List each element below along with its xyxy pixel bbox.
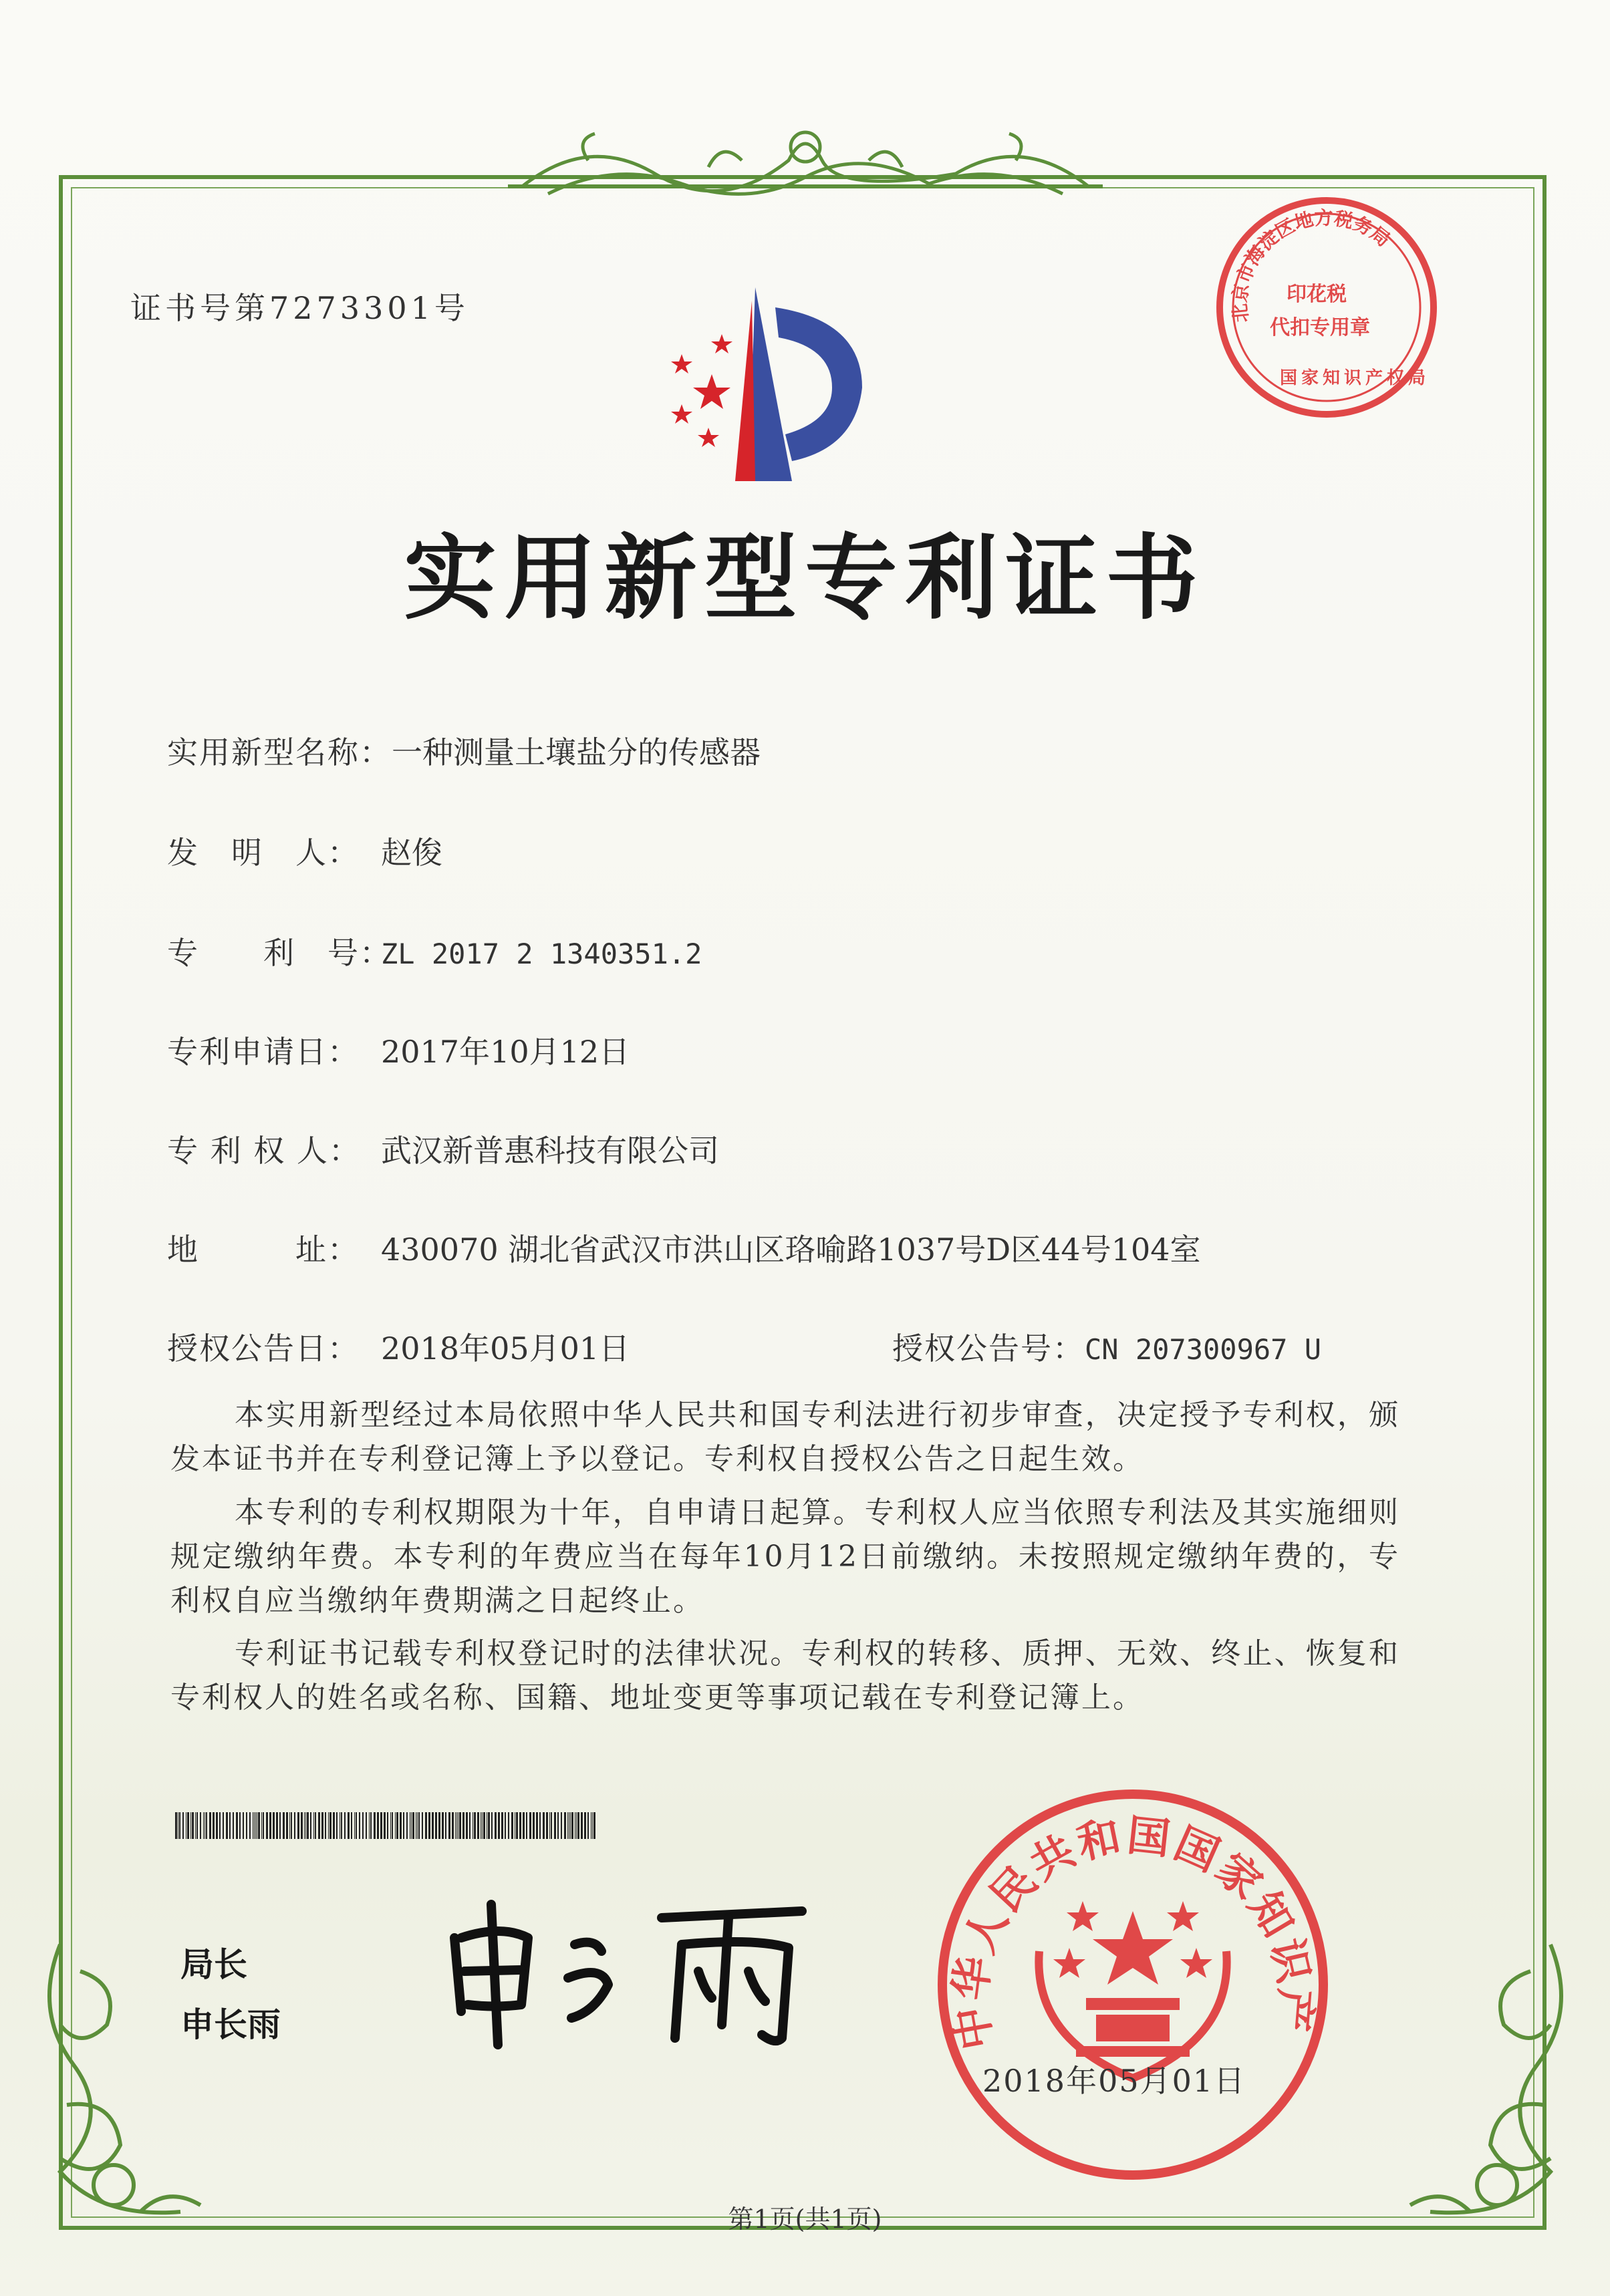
page-number: 第1页(共1页) (728, 2204, 882, 2234)
barcode-bar (255, 1812, 256, 1839)
barcode-bar (505, 1812, 506, 1839)
barcode-bar (291, 1812, 292, 1839)
barcode-bar (474, 1812, 476, 1839)
barcode-bar (577, 1812, 579, 1839)
barcode-bar (411, 1812, 412, 1839)
field-label: 授权公告号： (892, 1330, 1085, 1367)
tax-stamp-line1: 印花税 (1287, 283, 1347, 306)
signatory-name: 申长雨 (180, 2005, 281, 2044)
paragraph-2: 本专利的专利权期限为十年，自申请日起算。专利权人应当依照专利法及其实施细则规定缴纳年费。本专利的年费应当在每年10月12日前缴纳。未按照规定缴纳年费的，专利权自应当缴纳年费期满之日起终止。 (170, 1495, 1400, 1618)
paragraph-1: 本实用新型经过本局依照中华人民共和国专利法进行初步审查，决定授予专利权，颁发本证书并在专利登记簿上予以登记。专利权自授权公告之日起生效。 (170, 1398, 1400, 1476)
barcode-bar (354, 1812, 355, 1839)
barcode-bar (428, 1812, 430, 1839)
barcode-bar (400, 1812, 402, 1839)
field-patent-number (167, 929, 702, 973)
barcode-bar (452, 1812, 454, 1839)
field-label: 授权公告日： (167, 1330, 360, 1367)
official-seal-ring-text: 中华人民共和国国家知识产 (944, 1810, 1321, 2054)
barcode-bar (570, 1812, 571, 1839)
barcode-bar (396, 1812, 398, 1839)
barcode-bar (374, 1812, 376, 1839)
barcode-bar (529, 1812, 531, 1839)
barcode-bar (390, 1812, 391, 1839)
barcode-bar (336, 1812, 338, 1839)
barcode-bar (246, 1812, 247, 1839)
barcode-bar (523, 1812, 525, 1839)
barcode-bar (273, 1812, 275, 1839)
barcode-bar (269, 1812, 271, 1839)
barcode-bar (417, 1812, 418, 1839)
barcode-bar (329, 1812, 331, 1839)
barcode-bar (543, 1812, 545, 1839)
barcode-bar (511, 1812, 513, 1839)
field-value: 2018年05月01日 (381, 1330, 630, 1367)
top-ornament (508, 120, 1103, 207)
barcode-bar (203, 1812, 204, 1839)
barcode-bar (581, 1812, 583, 1839)
field-label: 专 利 权 人： (167, 1133, 361, 1169)
barcode-bar (557, 1812, 559, 1839)
barcode-bar (516, 1812, 518, 1839)
barcode-bar (584, 1812, 586, 1839)
barcode-bar (283, 1812, 285, 1839)
barcode-bar (438, 1812, 440, 1839)
barcode-bar (276, 1812, 278, 1839)
barcode-bar (195, 1812, 196, 1839)
barcode-bar (229, 1812, 231, 1839)
barcode (175, 1812, 596, 1839)
barcode-bar (432, 1812, 434, 1839)
barcode-bar (196, 1812, 198, 1839)
barcode-bar (445, 1812, 446, 1839)
tax-stamp-line2: 代扣专用章 (1270, 316, 1370, 339)
field-label: 发 明 人： (167, 835, 360, 871)
barcode-bar (294, 1812, 295, 1839)
barcode-bar (209, 1812, 211, 1839)
barcode-bar (333, 1812, 335, 1839)
page-title: 实用新型专利证书 (404, 523, 1206, 632)
official-seal (932, 1784, 1333, 2185)
cnipa-logo (642, 281, 896, 488)
barcode-bar (286, 1812, 288, 1839)
barcode-bar (491, 1812, 493, 1839)
field-label: 专 利 号： (167, 935, 392, 971)
barcode-bar (483, 1812, 485, 1839)
barcode-bar (508, 1812, 509, 1839)
tax-stamp (1213, 194, 1440, 421)
barcode-bar (455, 1812, 456, 1839)
barcode-bar (233, 1812, 234, 1839)
barcode-bar (536, 1812, 538, 1839)
barcode-bar (310, 1812, 311, 1839)
paragraph-3: 专利证书记载专利权登记时的法律状况。专利权的转移、质押、无效、终止、恢复和专利权人的姓名或名称、国籍、地址变更等事项记载在专利登记簿上。 (170, 1636, 1400, 1715)
barcode-bar (279, 1812, 281, 1839)
barcode-bar (190, 1812, 191, 1839)
barcode-bar (315, 1812, 316, 1839)
barcode-bar (456, 1812, 457, 1839)
barcode-bar (213, 1812, 215, 1839)
barcode-bar (187, 1812, 189, 1839)
barcode-bar (593, 1812, 595, 1839)
barcode-bar (182, 1812, 184, 1839)
barcode-bar (258, 1812, 260, 1839)
field-value: CN 207300967 U (1085, 1333, 1322, 1366)
barcode-bar (539, 1812, 541, 1839)
barcode-bar (226, 1812, 228, 1839)
barcode-bar (495, 1812, 497, 1839)
barcode-bar (395, 1812, 396, 1839)
barcode-bar (366, 1812, 367, 1839)
barcode-bar (344, 1812, 346, 1839)
barcode-bar (412, 1812, 414, 1839)
field-grant-date (167, 1324, 630, 1369)
barcode-bar (462, 1812, 464, 1839)
field-value: 430070 湖北省武汉市洪山区珞喻路1037号D区44号104室 (381, 1232, 1201, 1268)
field-value: 武汉新普惠科技有限公司 (381, 1133, 719, 1169)
barcode-bar (526, 1812, 527, 1839)
barcode-bar (254, 1812, 255, 1839)
barcode-bar (549, 1812, 550, 1839)
barcode-bar (359, 1812, 360, 1839)
barcode-bar (370, 1812, 372, 1839)
barcode-bar (305, 1812, 306, 1839)
barcode-bar (216, 1812, 218, 1839)
field-value: 赵俊 (381, 835, 442, 871)
barcode-bar (289, 1812, 290, 1839)
barcode-bar (321, 1812, 323, 1839)
barcode-bar (307, 1812, 309, 1839)
barcode-bar (418, 1812, 420, 1839)
barcode-bar (351, 1812, 352, 1839)
field-application-date (167, 1028, 630, 1072)
barcode-bar (263, 1812, 264, 1839)
barcode-bar (533, 1812, 535, 1839)
field-value: ZL 2017 2 1340351.2 (381, 938, 702, 970)
barcode-bar (551, 1812, 552, 1839)
barcode-bar (554, 1812, 556, 1839)
barcode-bar (243, 1812, 244, 1839)
signatory-role: 局长 (180, 1945, 247, 1984)
barcode-bar (313, 1812, 314, 1839)
certificate-number: 证书号第7273301号 (130, 290, 469, 326)
barcode-bar (488, 1812, 490, 1839)
barcode-bar (466, 1812, 468, 1839)
barcode-bar (564, 1812, 566, 1839)
barcode-bar (519, 1812, 521, 1839)
barcode-bar (192, 1812, 194, 1839)
barcode-bar (328, 1812, 329, 1839)
barcode-bar (200, 1812, 201, 1839)
handwritten-signature (441, 1891, 815, 2051)
field-value: 2017年10月12日 (381, 1034, 630, 1070)
tax-stamp-bottom: 国家知识产权局 (1280, 368, 1430, 388)
barcode-bar (501, 1812, 503, 1839)
barcode-bar (392, 1812, 393, 1839)
barcode-bar (403, 1812, 404, 1839)
barcode-bar (179, 1812, 180, 1839)
barcode-bar (571, 1812, 573, 1839)
official-seal-graphic (932, 1784, 1333, 2185)
barcode-bar (239, 1812, 241, 1839)
barcode-bar (406, 1812, 408, 1839)
barcode-bar (304, 1812, 305, 1839)
barcode-bar (435, 1812, 437, 1839)
barcode-bar (567, 1812, 568, 1839)
barcode-bar (387, 1812, 388, 1839)
barcode-bar (587, 1812, 589, 1839)
barcode-bar (498, 1812, 500, 1839)
barcode-bar (380, 1812, 382, 1839)
field-patentee (167, 1127, 719, 1171)
barcode-bar (459, 1812, 461, 1839)
barcode-bar (206, 1812, 207, 1839)
field-inventor (167, 829, 442, 873)
barcode-bar (266, 1812, 268, 1839)
seal-date: 2018年05月01日 (982, 2063, 1246, 2099)
field-grant-number (892, 1324, 1321, 1369)
barcode-bar (482, 1812, 483, 1839)
barcode-bar (318, 1812, 320, 1839)
barcode-bar (576, 1812, 577, 1839)
field-label: 专利申请日： (167, 1034, 360, 1070)
barcode-bar (384, 1812, 386, 1839)
barcode-bar (422, 1812, 423, 1839)
svg-text:中华人民共和国国家知识产权局 (932, 1784, 1321, 2053)
barcode-bar (546, 1812, 548, 1839)
barcode-bar (236, 1812, 238, 1839)
field-value: 一种测量土壤盐分的传感器 (392, 734, 761, 770)
barcode-bar (377, 1812, 379, 1839)
barcode-bar (561, 1812, 562, 1839)
barcode-bar (325, 1812, 326, 1839)
tax-stamp-ring-text: 北京市海淀区地方税务局 (1228, 206, 1395, 324)
barcode-bar (477, 1812, 479, 1839)
barcode-bar (297, 1812, 299, 1839)
barcode-bar (592, 1812, 593, 1839)
barcode-bar (356, 1812, 357, 1839)
field-label: 实用新型名称： (167, 734, 392, 770)
barcode-bar (425, 1812, 427, 1839)
barcode-bar (348, 1812, 350, 1839)
barcode-bar (219, 1812, 221, 1839)
barcode-bar (448, 1812, 450, 1839)
field-address (167, 1226, 1201, 1270)
barcode-bar (362, 1812, 364, 1839)
barcode-bar (175, 1812, 177, 1839)
field-label: 地 址： (167, 1232, 360, 1268)
barcode-bar (301, 1812, 303, 1839)
barcode-bar (223, 1812, 224, 1839)
barcode-bar (469, 1812, 471, 1839)
barcode-bar (341, 1812, 342, 1839)
field-utility-name (167, 728, 761, 772)
barcode-bar (442, 1812, 444, 1839)
barcode-bar (249, 1812, 251, 1839)
barcode-bar (261, 1812, 262, 1839)
barcode-bar (369, 1812, 370, 1839)
